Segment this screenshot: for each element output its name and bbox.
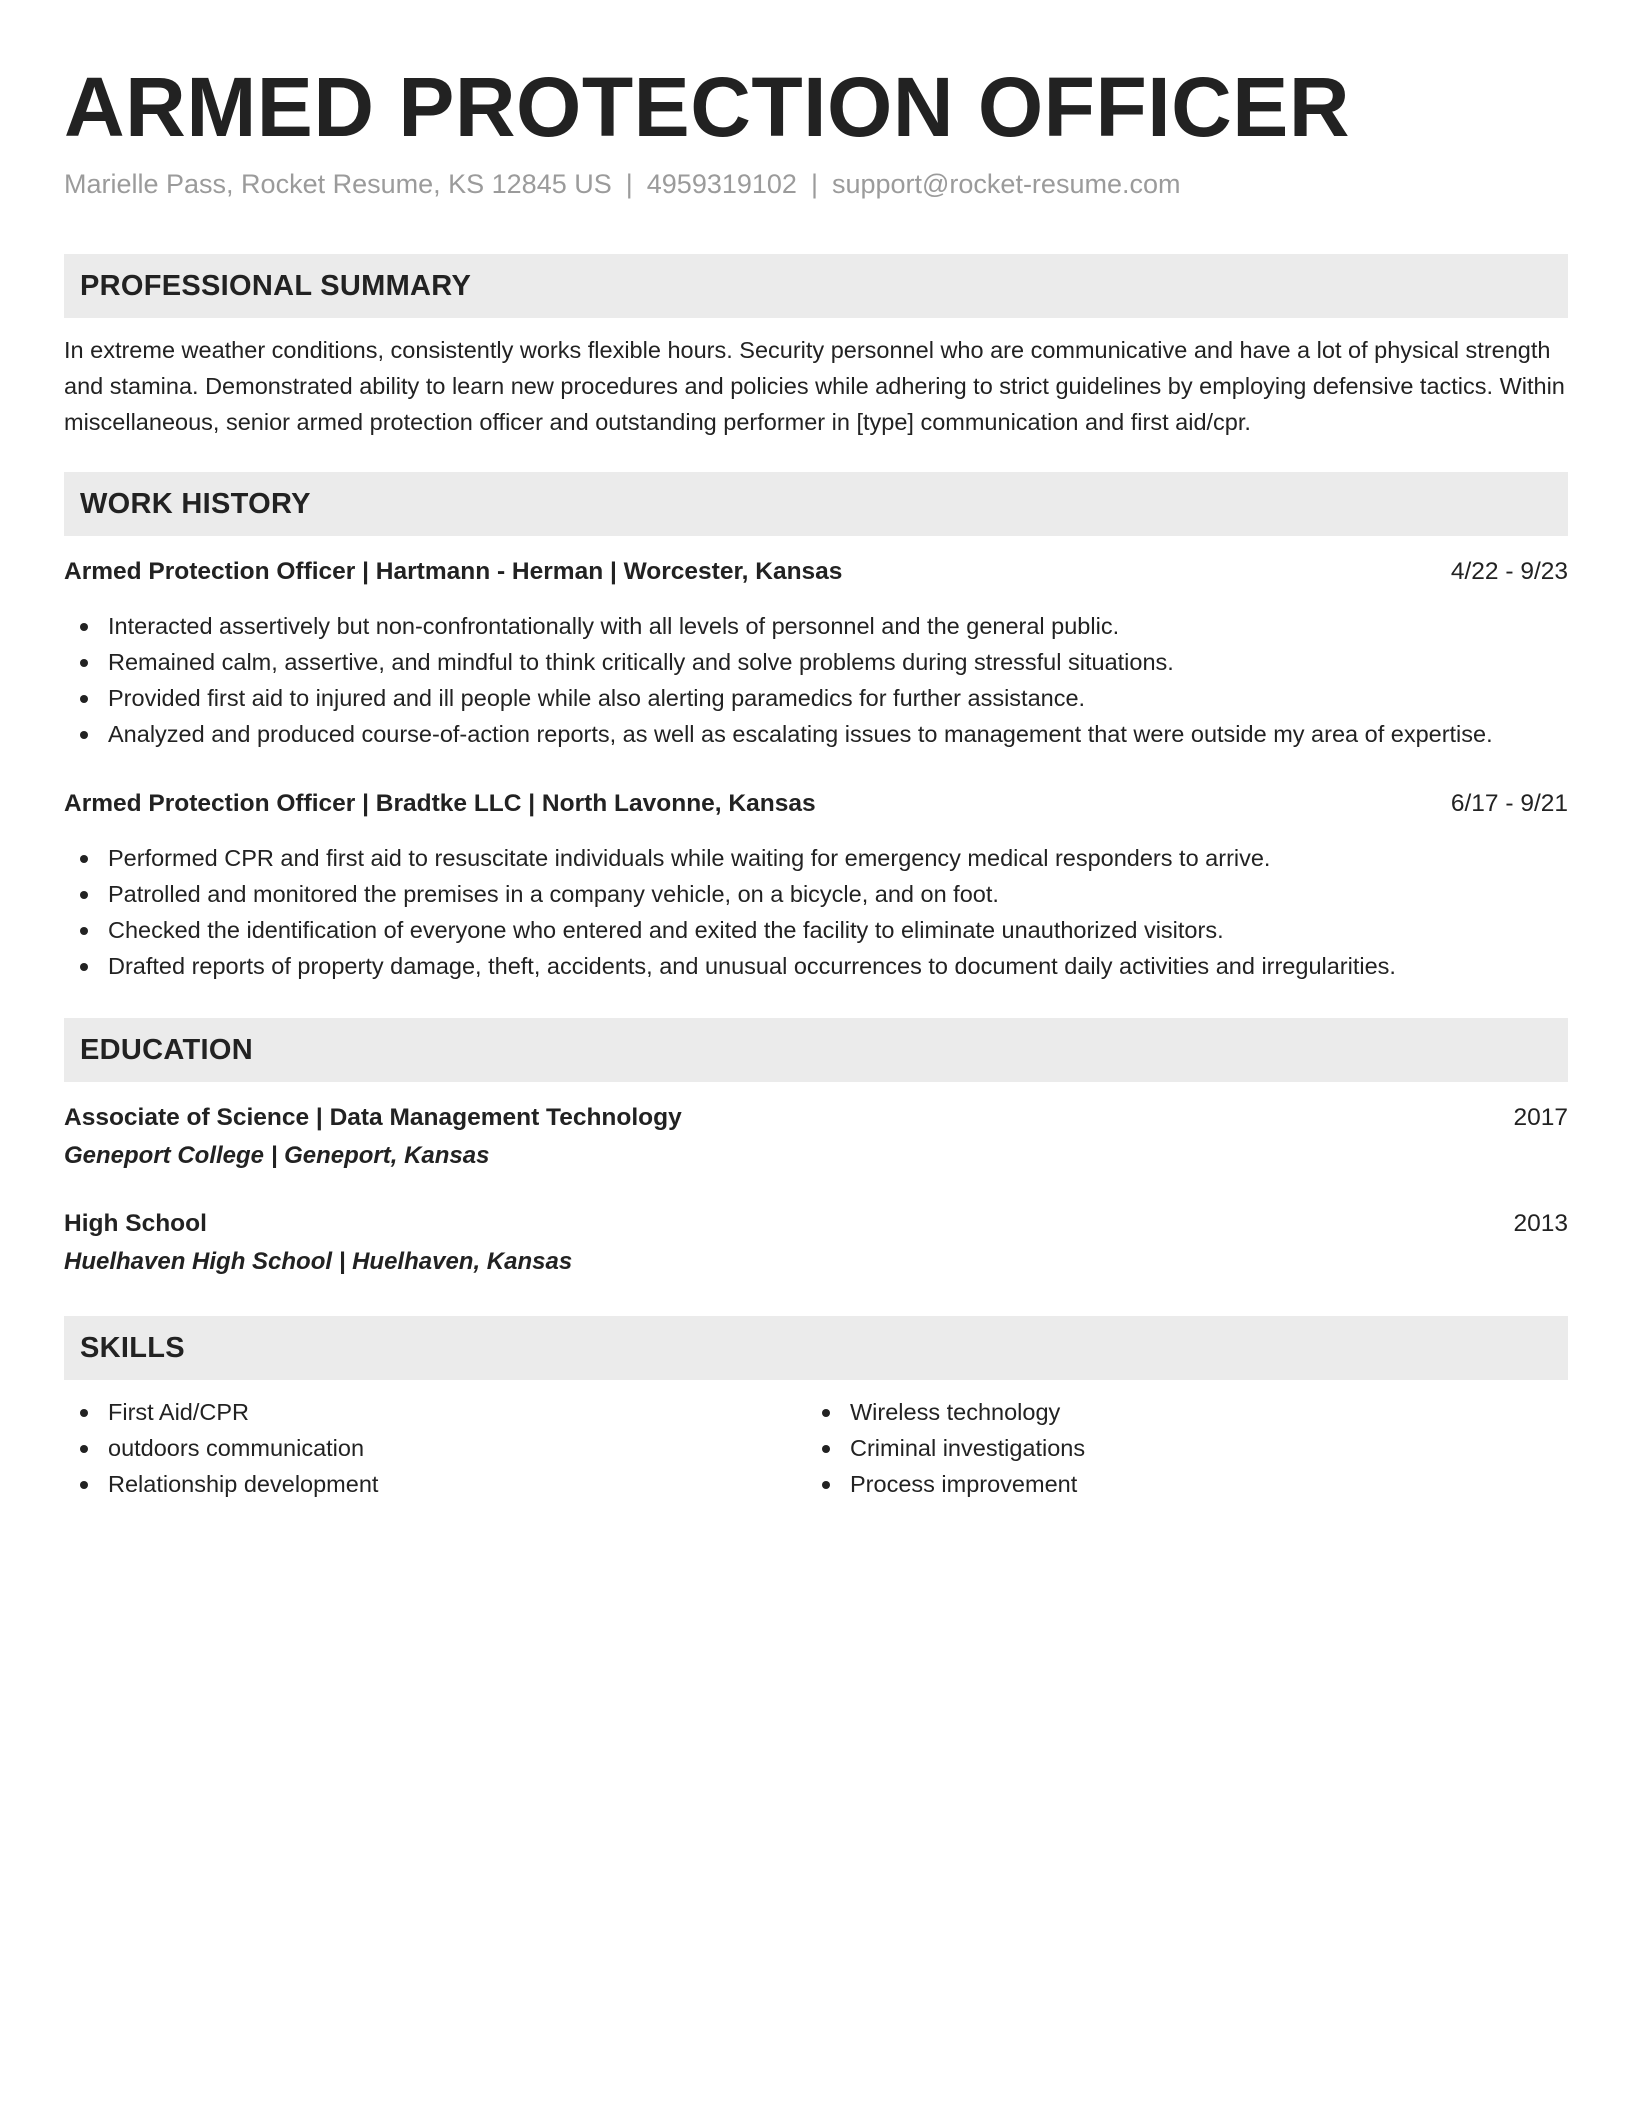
resume-title: ARMED PROTECTION OFFICER [64, 60, 1350, 154]
education-header [64, 1206, 1568, 1242]
list-item: Provided first aid to injured and ill people while also alerting paramedics for further assistance. [64, 680, 1568, 716]
contact-line [64, 164, 1568, 204]
section-heading-education: EDUCATION [64, 1018, 1568, 1082]
section-heading-work-history: WORK HISTORY [64, 472, 1568, 536]
education-entry [64, 1206, 1568, 1282]
list-item: Checked the identification of everyone who entered and exited the facility to eliminate unauthorized visitors. [64, 912, 1568, 948]
summary-text: In extreme weather conditions, consistently works flexible hours. Security personnel who are communicative and have a lot of physical strength and stamina. Demonstrated ability to learn new procedures and policies while adhering to strict guidelines by employing defensive tactics. Within miscellaneous, senior armed protection officer and outstanding performer in [type] communication and first aid/cpr. [64, 337, 1565, 435]
list-item: Analyzed and produced course-of-action reports, as well as escalating issues to management that were outside my area of expertise. [64, 716, 1568, 752]
graduation-year: 2017 [1513, 1104, 1568, 1131]
job-dates: 4/22 - 9/23 [1450, 558, 1568, 585]
skill-item: Wireless technology [806, 1394, 1548, 1430]
resume-page [64, 60, 1568, 1502]
skills-list [64, 1394, 1568, 1502]
skill-item: Criminal investigations [806, 1430, 1548, 1466]
degree: High School [64, 1210, 207, 1237]
school-name: Geneport College | Geneport, Kansas [64, 1142, 490, 1169]
graduation-year: 2013 [1513, 1210, 1568, 1237]
section-heading-summary: PROFESSIONAL SUMMARY [64, 254, 1568, 318]
list-item: Drafted reports of property damage, theft, accidents, and unusual occurrences to document daily activities and irregularities. [64, 948, 1568, 984]
job-title: Armed Protection Officer | Hartmann - Herman | Worcester, Kansas [64, 558, 843, 585]
skill-item: Relationship development [64, 1466, 806, 1502]
list-item: Patrolled and monitored the premises in a company vehicle, on a bicycle, and on foot. [64, 876, 1568, 912]
contact-address: Marielle Pass, Rocket Resume, KS 12845 US [64, 169, 612, 199]
job-dates: 6/17 - 9/21 [1450, 790, 1568, 817]
skills-column-left [64, 1394, 806, 1502]
job-entry [64, 554, 1568, 752]
contact-email: support@rocket-resume.com [831, 169, 1181, 199]
job-header [64, 554, 1568, 590]
skill-item: First Aid/CPR [64, 1394, 806, 1430]
job-bullets [64, 608, 1568, 752]
list-item: Remained calm, assertive, and mindful to think critically and solve problems during stressful situations. [64, 644, 1568, 680]
school-name: Huelhaven High School | Huelhaven, Kansas [64, 1248, 573, 1275]
list-item: Performed CPR and first aid to resuscitate individuals while waiting for emergency medical responders to arrive. [64, 840, 1568, 876]
skills-column-right [806, 1394, 1548, 1502]
contact-separator: | [625, 169, 633, 199]
job-header [64, 786, 1568, 822]
section-heading-skills: SKILLS [64, 1316, 1568, 1380]
job-bullets [64, 840, 1568, 984]
skill-item: Process improvement [806, 1466, 1548, 1502]
degree: Associate of Science | Data Management Technology [64, 1104, 682, 1131]
education-entry [64, 1100, 1568, 1176]
education-header [64, 1100, 1568, 1136]
job-entry [64, 786, 1568, 984]
contact-phone: 4959319102 [646, 169, 797, 199]
contact-separator: | [810, 169, 818, 199]
skill-item: outdoors communication [64, 1430, 806, 1466]
job-title: Armed Protection Officer | Bradtke LLC | North Lavonne, Kansas [64, 790, 816, 817]
list-item: Interacted assertively but non-confrontationally with all levels of personnel and the general public. [64, 608, 1568, 644]
